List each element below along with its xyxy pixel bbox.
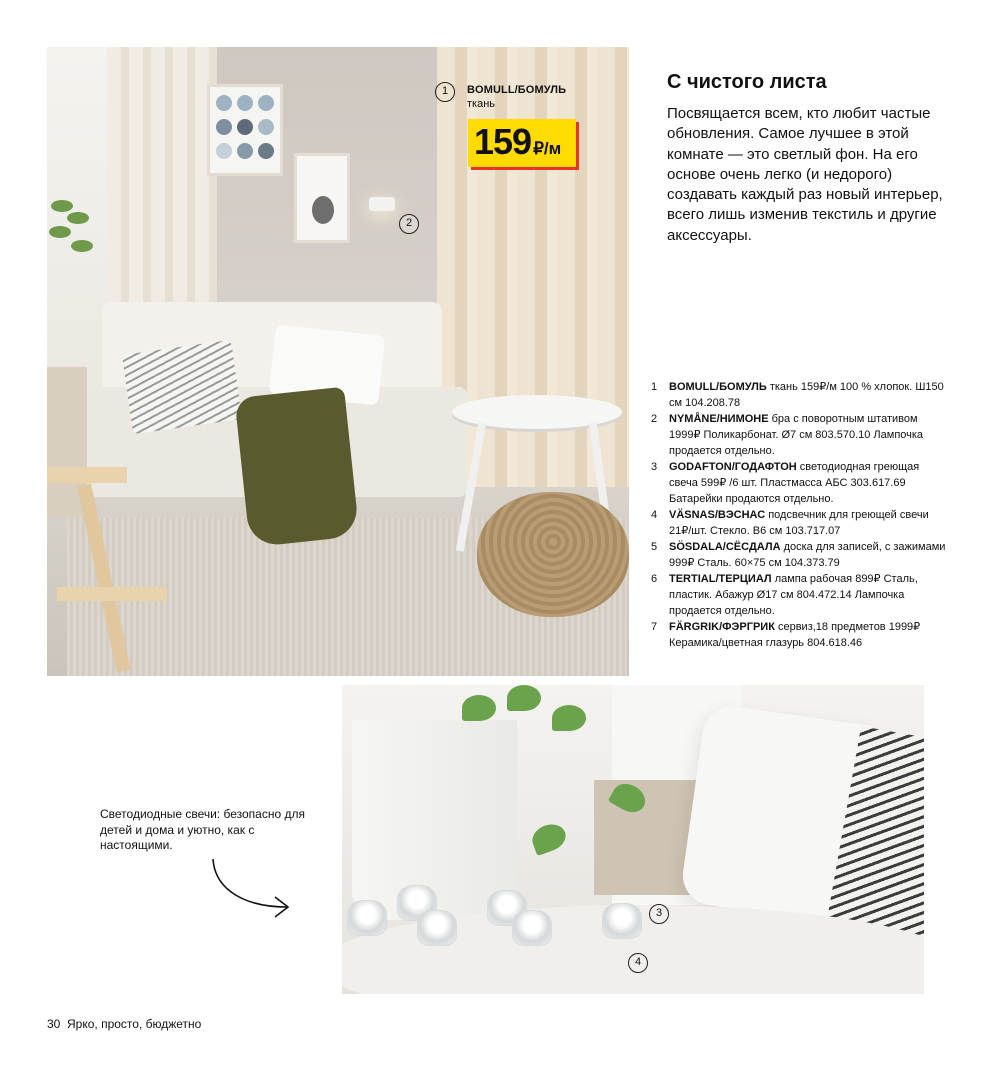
candle-holder	[347, 900, 387, 936]
product-number: 3	[651, 461, 658, 473]
price-tag	[468, 119, 576, 167]
plant-pot	[352, 720, 517, 920]
wall-lamp	[369, 197, 395, 211]
step-stool	[47, 467, 177, 676]
product-name: VÄSNAS/ВЭСНАС	[669, 509, 766, 521]
product-description: ткань 159₽/м 100 % хлопок. Ш150 см 104.208.78	[669, 381, 944, 409]
candle-holder	[417, 910, 457, 946]
callout-marker-3: 3	[649, 904, 669, 924]
product-item	[651, 539, 951, 571]
callout-marker-1: 1	[435, 82, 455, 102]
striped-cushion	[122, 340, 242, 435]
intro-text: Посвящается всем, кто любит частые обновления. Самое лучшее в этой комнате — это светлый фон. На его основе очень легко (и недорого) создавать каждый раз новый интерьер, всего лишь изменив текстиль и другие аксессуары.	[667, 105, 943, 244]
product-item	[651, 411, 951, 459]
section-title: Ярко, просто, бюджетно	[67, 1017, 202, 1031]
product-name: SÖSDALA/СЁСДАЛА	[669, 541, 781, 553]
product-name: FÄRGRIK/ФЭРГРИК	[669, 621, 775, 633]
price-unit: ₽/м	[533, 139, 562, 158]
callout-product-name: BOMULL/БОМУЛЬ	[467, 84, 567, 96]
page-number: 30	[47, 1017, 61, 1031]
product-item	[651, 459, 951, 507]
product-description: светодиодная греющая свеча 599₽ /6 шт. Пластмасса АБС 303.617.69 Батарейки продаются отдельно.	[669, 461, 920, 505]
leaf	[552, 705, 586, 731]
product-description: подсвечник для греющей свечи 21₽/шт. Стекло. В6 см 103.717.07	[669, 509, 929, 537]
product-number: 2	[651, 413, 658, 425]
product-list	[651, 379, 951, 651]
price-value: 159	[474, 121, 532, 162]
candle-holder	[512, 910, 552, 946]
product-name: NYMÅNE/НИМОНЕ	[669, 413, 769, 425]
photo-caption: Светодиодные свечи: безопасно для детей и дома и уютно, как с настоящими.	[100, 807, 305, 852]
product-name: BOMULL/БОМУЛЬ	[669, 381, 767, 393]
product-description: сервиз,18 предметов 1999₽ Керамика/цветная глазурь 804.618.46	[669, 621, 921, 649]
callout-marker-2: 2	[399, 214, 419, 234]
leaf	[462, 695, 496, 721]
product-item	[651, 379, 951, 411]
product-description: доска для записей, с зажимами 999₽ Сталь. 60×75 см 104.373.79	[669, 541, 946, 569]
leaf	[507, 685, 541, 711]
jute-pouf	[477, 492, 629, 617]
product-item	[651, 571, 951, 619]
product-item	[651, 507, 951, 539]
candle-holder	[602, 903, 642, 939]
product-item	[651, 619, 951, 651]
product-number: 1	[651, 381, 658, 393]
wall-art-print	[294, 153, 350, 243]
product-number: 5	[651, 541, 658, 553]
page-headline: С чистого листа	[667, 71, 827, 93]
product-description: лампа рабочая 899₽ Сталь, пластик. Абажур Ø17 см 804.472.14 Лампочка продается отдельно.	[669, 573, 918, 617]
window-plant	[47, 192, 95, 272]
product-number: 4	[651, 509, 658, 521]
product-number: 7	[651, 621, 658, 633]
product-description: бра с поворотным штативом 1999₽ Поликарбонат. Ø7 см 803.570.10 Лампочка продается отдельно.	[669, 413, 924, 457]
green-throw	[234, 387, 359, 548]
wall-art-dots	[207, 84, 283, 176]
product-name: TERTIAL/ТЕРЦИАЛ	[669, 573, 772, 585]
curved-arrow-icon	[205, 855, 300, 925]
callout-product-kind: ткань	[467, 98, 496, 110]
candle-detail-photo	[342, 685, 924, 994]
product-number: 6	[651, 573, 658, 585]
product-name: GODAFTON/ГОДАФТОН	[669, 461, 797, 473]
callout-marker-4: 4	[628, 953, 648, 973]
